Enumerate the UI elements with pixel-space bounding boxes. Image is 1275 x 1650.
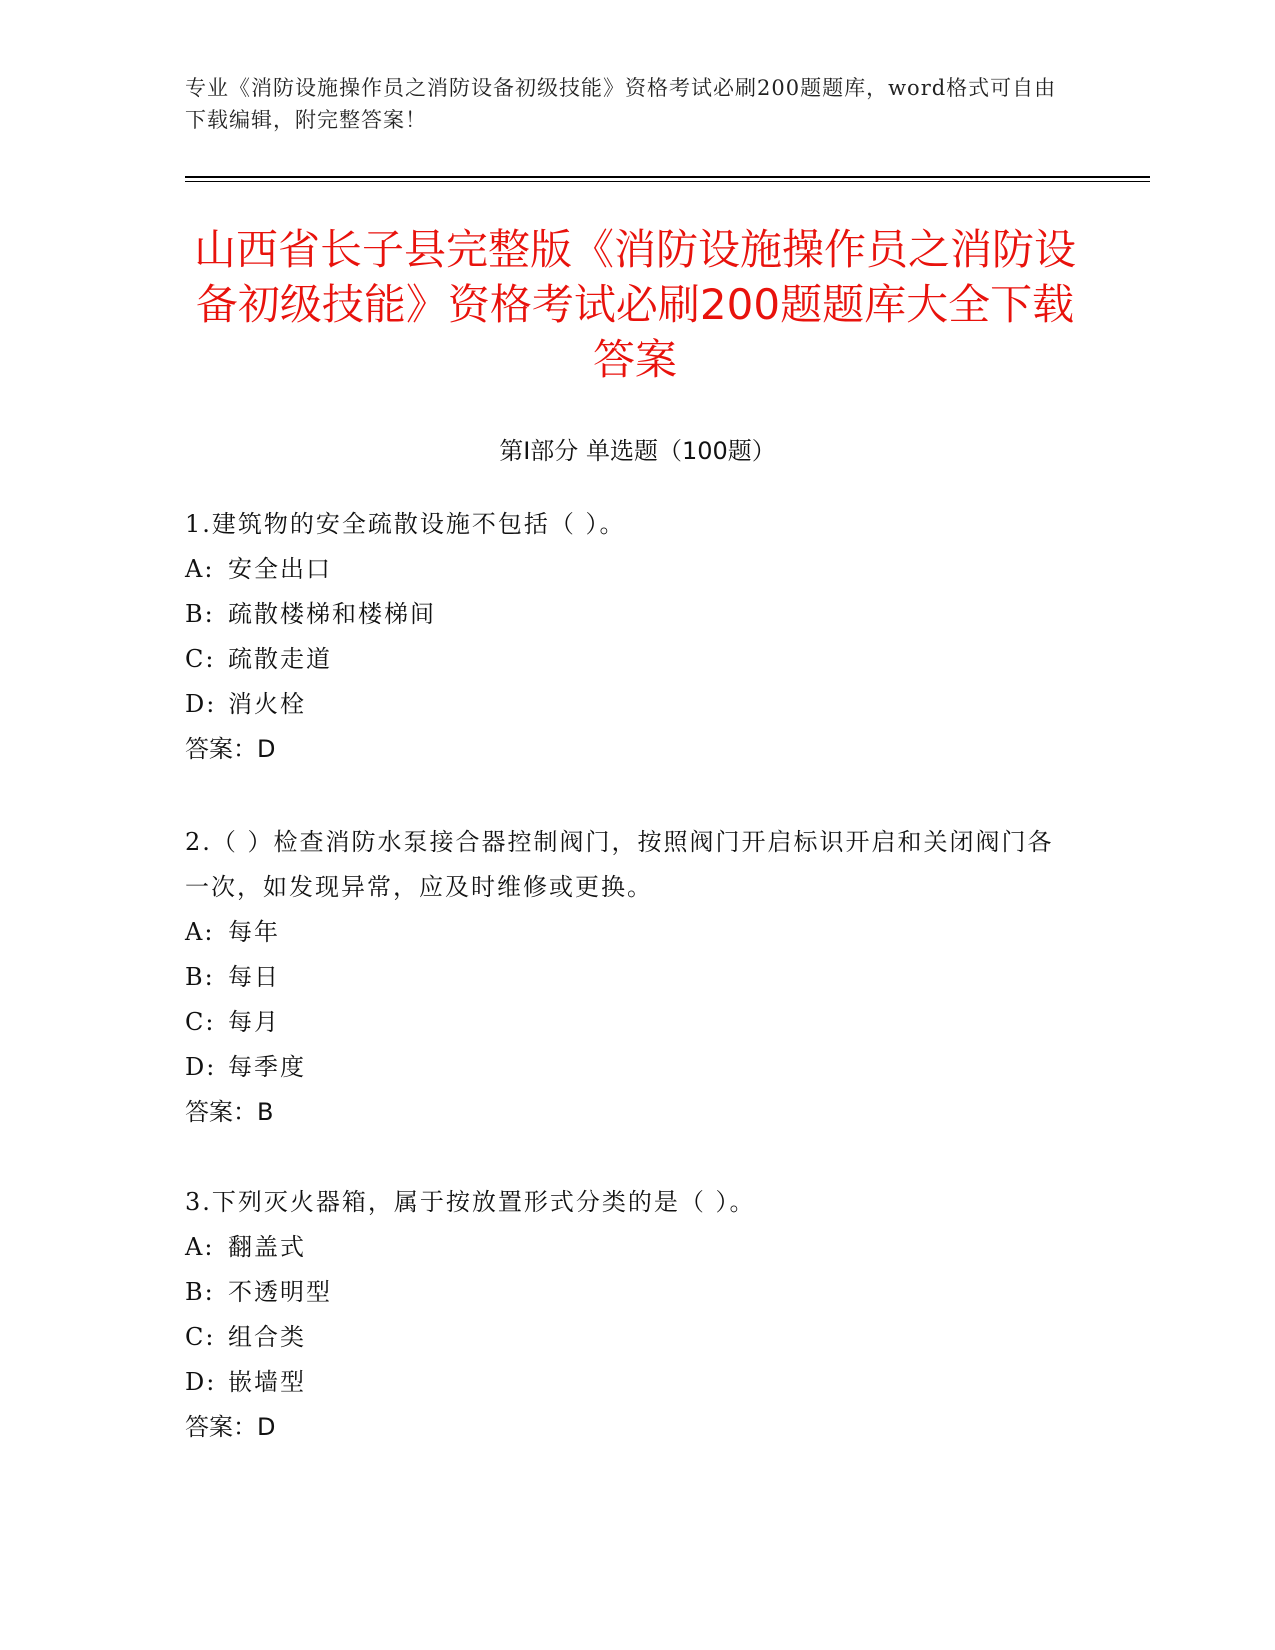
option-key: B: <box>185 1278 215 1306</box>
option-b <box>185 1270 1065 1315</box>
option-a <box>185 547 1065 592</box>
answer: 答案：B <box>185 1098 274 1126</box>
option-text: 疏散楼梯和楼梯间 <box>228 600 436 628</box>
option-key: D: <box>185 690 217 718</box>
option-text: 翻盖式 <box>228 1233 306 1261</box>
option-d <box>185 1045 1065 1090</box>
question-1 <box>185 502 1065 772</box>
option-a <box>185 1225 1065 1270</box>
option-c <box>185 1000 1065 1045</box>
option-key: C: <box>185 1008 216 1036</box>
header-note: 专业《消防设施操作员之消防设备初级技能》资格考试必刷200题题库，word格式可自由下载编辑，附完整答案！ <box>185 76 1057 132</box>
option-key: B: <box>185 963 215 991</box>
option-d <box>185 1360 1065 1405</box>
option-text: 每日 <box>228 963 280 991</box>
option-text: 疏散走道 <box>228 645 332 673</box>
option-text: 嵌墙型 <box>228 1368 306 1396</box>
option-a <box>185 910 1065 955</box>
option-key: A: <box>185 1233 215 1261</box>
option-text: 安全出口 <box>228 555 332 583</box>
option-text: 每季度 <box>228 1053 306 1081</box>
option-text: 不透明型 <box>228 1278 332 1306</box>
option-key: D: <box>185 1053 217 1081</box>
document-title: 山西省长子县完整版《消防设施操作员之消防设备初级技能》资格考试必刷200题题库大全下载答案 <box>193 225 1076 384</box>
header-divider-thin <box>185 181 1150 182</box>
option-c <box>185 1315 1065 1360</box>
option-text: 每月 <box>228 1008 280 1036</box>
question-stem: 3.下列灭火器箱，属于按放置形式分类的是（ ）。 <box>185 1188 756 1216</box>
option-d <box>185 682 1065 727</box>
question-2 <box>185 820 1065 1135</box>
question-stem: 2.（ ）检查消防水泵接合器控制阀门，按照阀门开启标识开启和关闭阀门各一次，如发现异常，应及时维修或更换。 <box>185 828 1054 901</box>
option-text: 每年 <box>228 918 280 946</box>
option-key: A: <box>185 555 215 583</box>
option-text: 组合类 <box>228 1323 306 1351</box>
option-key: A: <box>185 918 215 946</box>
option-key: C: <box>185 645 216 673</box>
answer: 答案：D <box>185 735 276 763</box>
option-key: C: <box>185 1323 216 1351</box>
question-3 <box>185 1180 1065 1450</box>
option-c <box>185 637 1065 682</box>
section-title: 第Ⅰ部分 单选题（100题） <box>499 437 776 465</box>
option-b <box>185 592 1065 637</box>
option-key: B: <box>185 600 215 628</box>
question-stem: 1.建筑物的安全疏散设施不包括（ ）。 <box>185 510 626 538</box>
option-text: 消火栓 <box>228 690 306 718</box>
option-b <box>185 955 1065 1000</box>
header-divider-thick <box>185 176 1150 178</box>
option-key: D: <box>185 1368 217 1396</box>
answer: 答案：D <box>185 1413 276 1441</box>
